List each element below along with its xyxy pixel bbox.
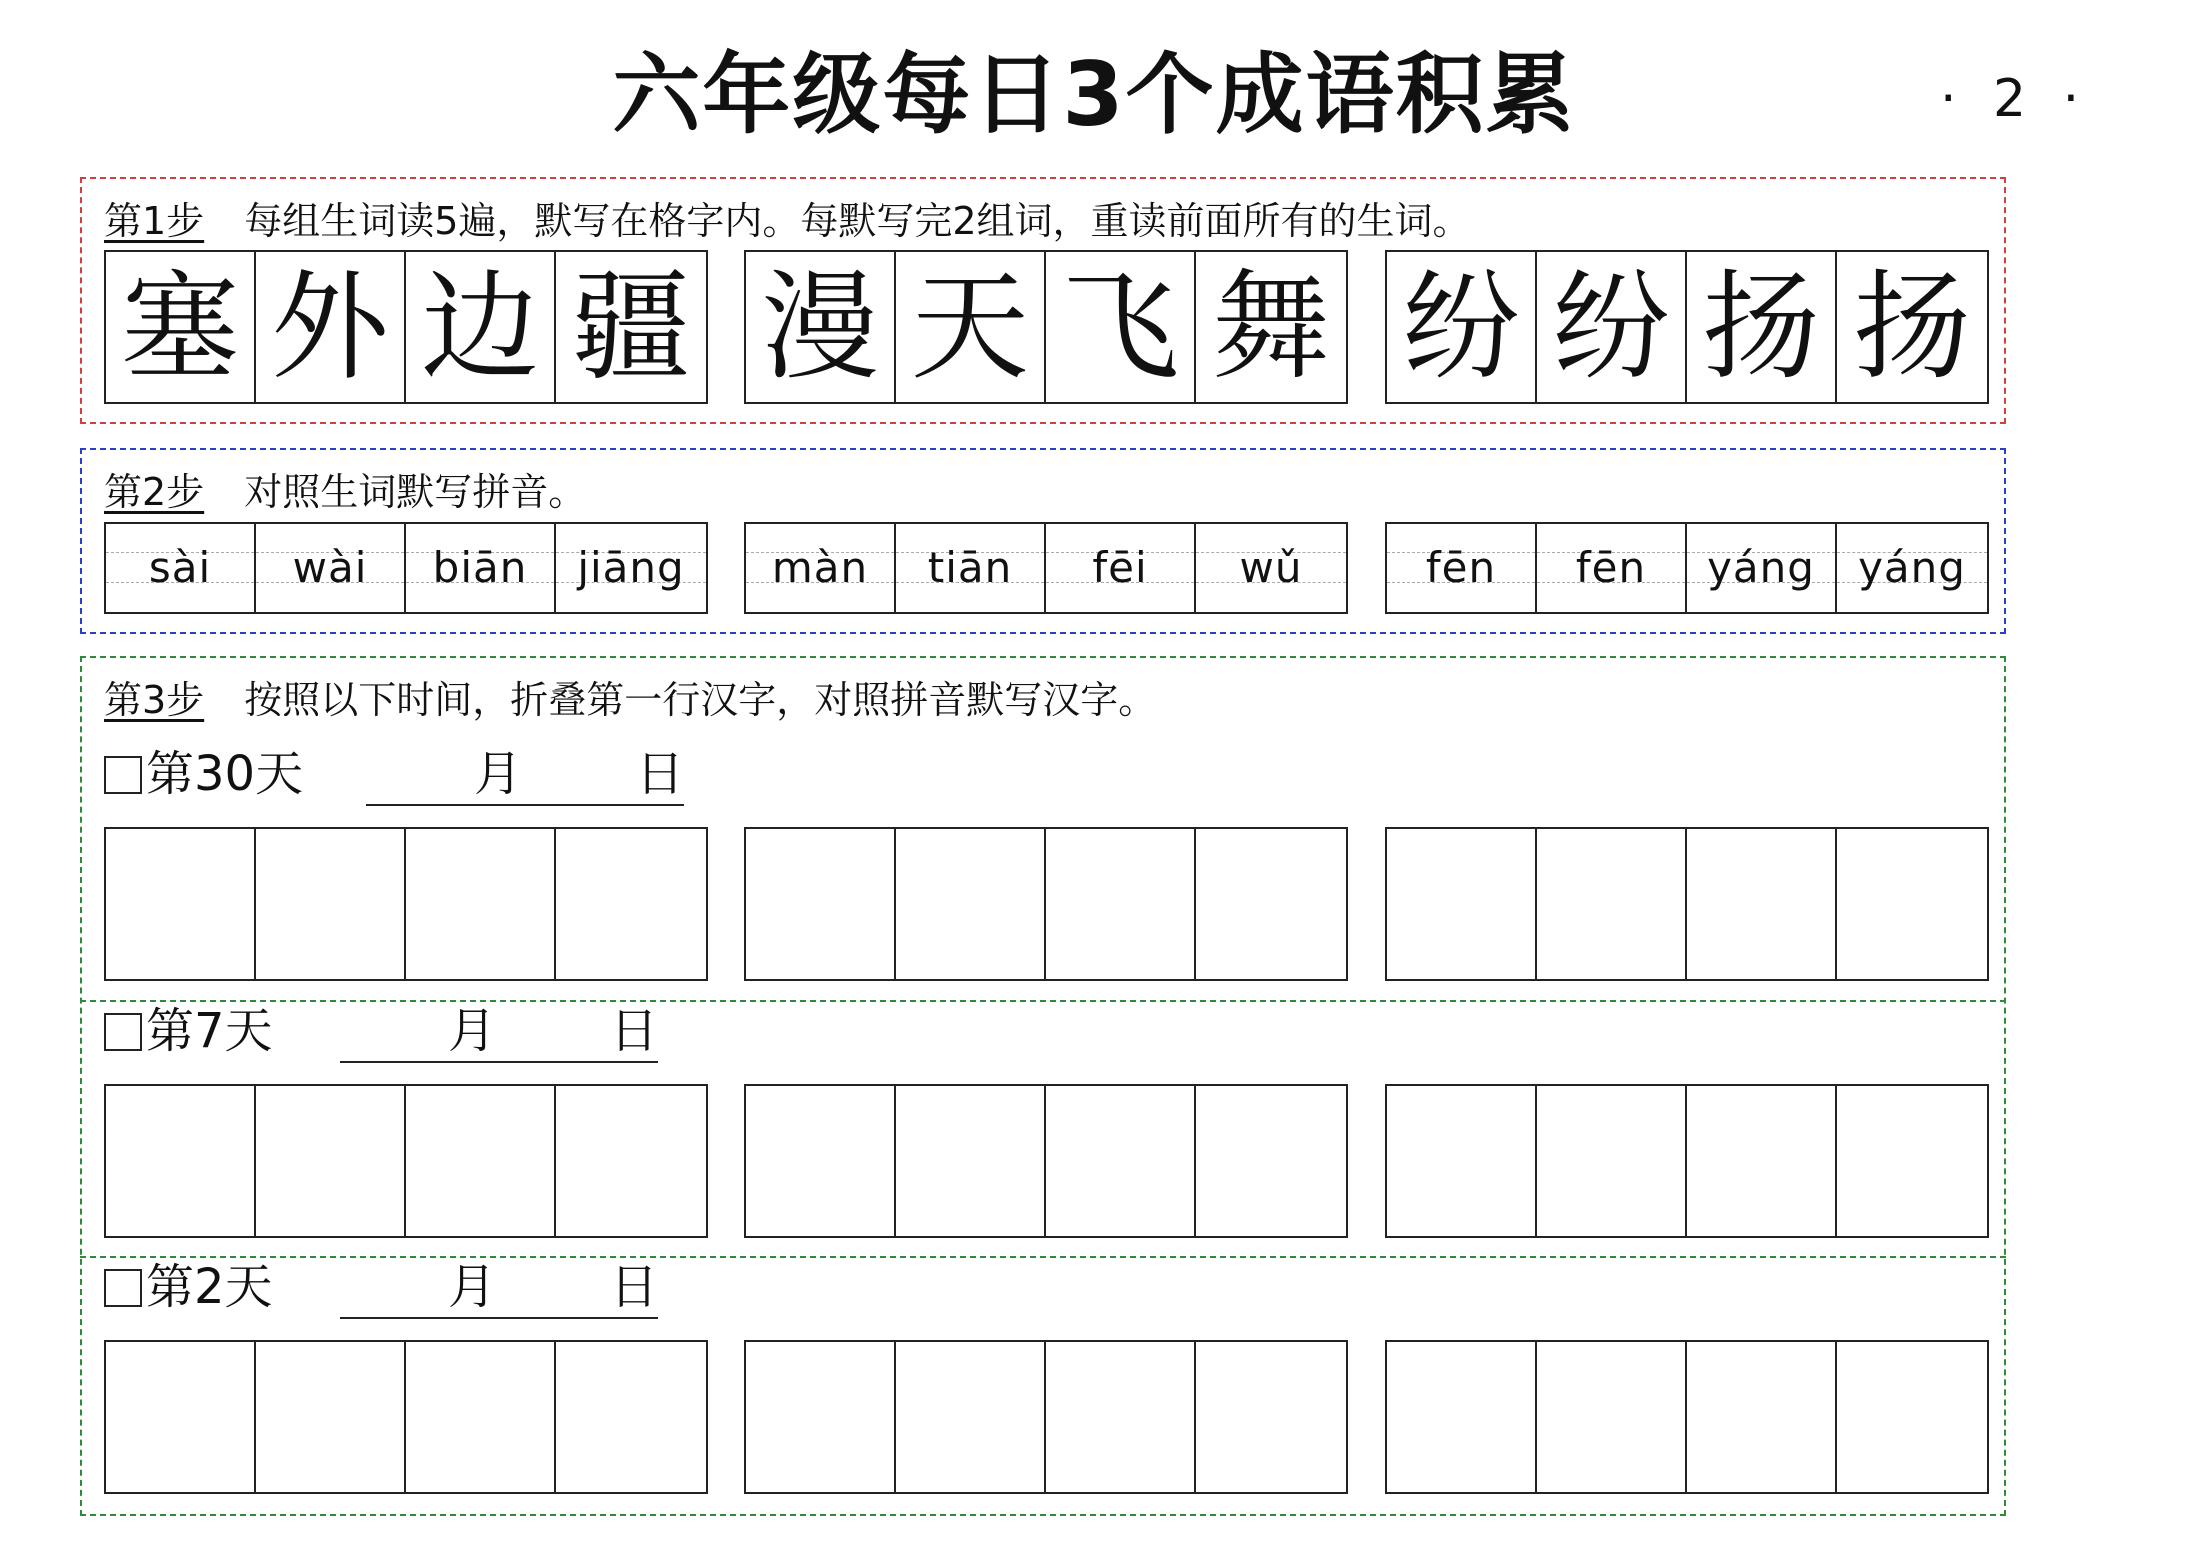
- pinyin-cell: màn: [746, 524, 896, 612]
- blank-group-1: [104, 1340, 708, 1494]
- blank-cell[interactable]: [1196, 1086, 1346, 1236]
- blank-cell[interactable]: [1837, 1086, 1987, 1236]
- step1-label: 第1步: [104, 199, 205, 243]
- day-label: 日: [636, 746, 685, 802]
- blank-cell[interactable]: [746, 1342, 896, 1492]
- blank-cell[interactable]: [406, 1086, 556, 1236]
- blank-group-2: [744, 1340, 1348, 1494]
- step1-instruction: 每组生词读5遍，默写在格字内。每默写完2组词，重读前面所有的生词。: [244, 199, 1471, 243]
- day-7-label: 第7天: [146, 1003, 273, 1059]
- pinyin-cell: tiān: [896, 524, 1046, 612]
- blank-cell[interactable]: [1387, 1342, 1537, 1492]
- day-7-line: [104, 1001, 273, 1061]
- word-group-1: [104, 250, 708, 404]
- char-cell: 扬: [1687, 252, 1837, 402]
- blank-group-3: [1385, 827, 1989, 981]
- day-2-line: [104, 1257, 273, 1317]
- blank-cell[interactable]: [1387, 1086, 1537, 1236]
- char-cell: 外: [256, 252, 406, 402]
- blank-cell[interactable]: [746, 1086, 896, 1236]
- pinyin-cell: fēn: [1387, 524, 1537, 612]
- blank-cell[interactable]: [1537, 1086, 1687, 1236]
- step3-header: [104, 676, 1156, 724]
- blank-cell[interactable]: [1046, 1086, 1196, 1236]
- blank-cell[interactable]: [556, 1086, 706, 1236]
- pinyin-group-2: [744, 522, 1348, 614]
- pinyin-cell: wài: [256, 524, 406, 612]
- blank-cell[interactable]: [1687, 1086, 1837, 1236]
- day-30-date-field[interactable]: [366, 744, 684, 806]
- blank-cell[interactable]: [1537, 829, 1687, 979]
- blank-cell[interactable]: [106, 1342, 256, 1492]
- blank-cell[interactable]: [1537, 1342, 1687, 1492]
- blank-group-2: [744, 827, 1348, 981]
- blank-cell[interactable]: [1837, 829, 1987, 979]
- month-label: 月: [448, 1003, 497, 1059]
- blank-cell[interactable]: [1196, 829, 1346, 979]
- blank-cell[interactable]: [556, 829, 706, 979]
- blank-cell[interactable]: [1387, 829, 1537, 979]
- pinyin-cell: fēi: [1046, 524, 1196, 612]
- month-label: 月: [474, 746, 523, 802]
- step2-header: [104, 468, 586, 516]
- day-30-line: [104, 744, 303, 804]
- blank-cell[interactable]: [896, 1342, 1046, 1492]
- blank-cell[interactable]: [406, 1342, 556, 1492]
- char-cell: 漫: [746, 252, 896, 402]
- char-cell: 扬: [1852, 258, 1971, 396]
- pinyin-cell: wǔ: [1196, 524, 1346, 612]
- day-label: 日: [610, 1003, 659, 1059]
- day-30-label: 第30天: [146, 746, 304, 802]
- pinyin-cell: jiāng: [556, 524, 706, 612]
- char-cell: 纷: [1537, 252, 1687, 402]
- day-2-date-field[interactable]: [340, 1257, 658, 1319]
- pinyin-cell: yáng: [1837, 524, 1987, 612]
- day-2-label: 第2天: [146, 1259, 273, 1315]
- month-label: 月: [448, 1259, 497, 1315]
- step2-label: 第2步: [104, 470, 205, 514]
- blank-group-3: [1385, 1084, 1989, 1238]
- day-2-checkbox[interactable]: [104, 1269, 142, 1307]
- char-cell: 天: [896, 252, 1046, 402]
- blank-group-1: [104, 1084, 708, 1238]
- blank-cell[interactable]: [1046, 1342, 1196, 1492]
- blank-cell[interactable]: [1196, 1342, 1346, 1492]
- char-cell: 纷: [1387, 252, 1537, 402]
- blank-group-1: [104, 827, 708, 981]
- day-7-date-field[interactable]: [340, 1001, 658, 1063]
- blank-cell[interactable]: [896, 829, 1046, 979]
- blank-cell[interactable]: [1837, 1342, 1987, 1492]
- blank-cell[interactable]: [256, 1086, 406, 1236]
- pinyin-group-1: [104, 522, 708, 614]
- step2-instruction: 对照生词默写拼音。: [244, 470, 587, 514]
- day-7-checkbox[interactable]: [104, 1013, 142, 1051]
- char-cell: 疆: [571, 258, 690, 396]
- word-group-2: [744, 250, 1348, 404]
- blank-cell[interactable]: [406, 829, 556, 979]
- char-cell: 塞: [106, 252, 256, 402]
- blank-cell[interactable]: [746, 829, 896, 979]
- blank-cell[interactable]: [106, 1086, 256, 1236]
- blank-group-3: [1385, 1340, 1989, 1494]
- blank-cell[interactable]: [256, 1342, 406, 1492]
- page-number: · 2 ·: [1940, 69, 2090, 129]
- pinyin-cell: fēn: [1537, 524, 1687, 612]
- step1-header: [104, 197, 1471, 245]
- blank-cell[interactable]: [896, 1086, 1046, 1236]
- char-cell: 飞: [1046, 252, 1196, 402]
- day-30-checkbox[interactable]: [104, 756, 142, 794]
- char-cell: 边: [406, 252, 556, 402]
- step3-instruction: 按照以下时间，折叠第一行汉字，对照拼音默写汉字。: [244, 678, 1157, 722]
- step3-label: 第3步: [104, 678, 205, 722]
- word-group-3: [1385, 250, 1989, 404]
- char-cell: 舞: [1211, 258, 1330, 396]
- pinyin-cell: biān: [406, 524, 556, 612]
- blank-cell[interactable]: [1046, 829, 1196, 979]
- day-label: 日: [610, 1259, 659, 1315]
- blank-cell[interactable]: [256, 829, 406, 979]
- blank-cell[interactable]: [106, 829, 256, 979]
- pinyin-group-3: [1385, 522, 1989, 614]
- blank-cell[interactable]: [1687, 1342, 1837, 1492]
- pinyin-cell: yáng: [1687, 524, 1837, 612]
- blank-cell[interactable]: [556, 1342, 706, 1492]
- page-title: 六年级每日3个成语积累: [612, 43, 1576, 146]
- pinyin-cell: sài: [106, 524, 256, 612]
- blank-cell[interactable]: [1687, 829, 1837, 979]
- blank-group-2: [744, 1084, 1348, 1238]
